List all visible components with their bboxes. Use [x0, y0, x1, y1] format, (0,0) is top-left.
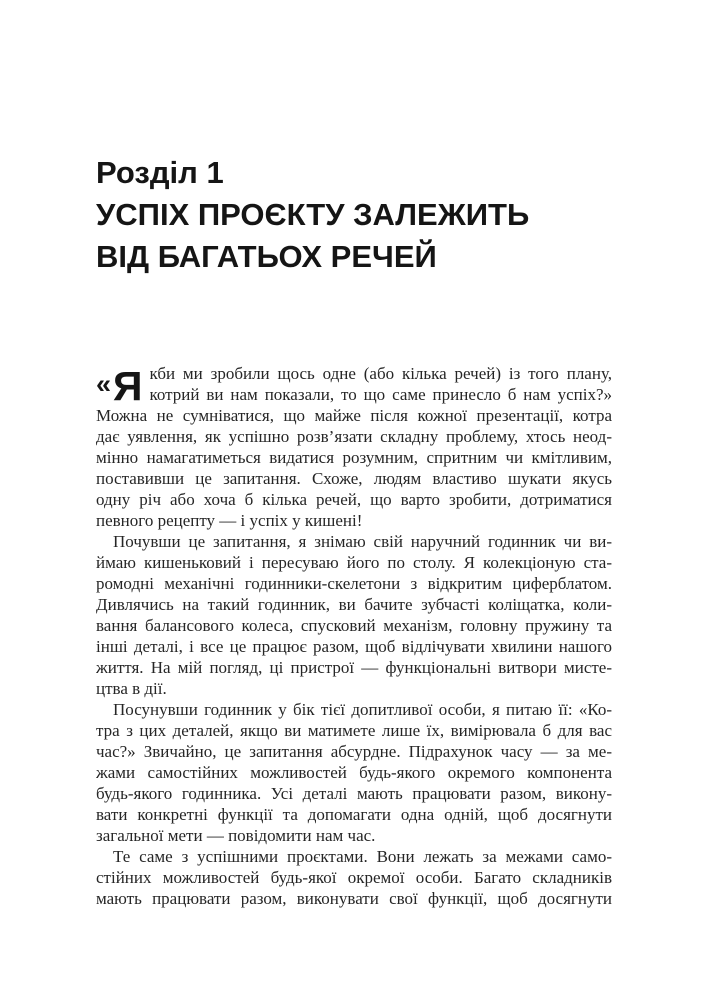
text-line: вати конкретні функції та допомагати одна одній, щоб досягнути	[96, 805, 612, 824]
text-line: будь-якого годинника. Усі деталі мають працювати разом, викону-	[96, 784, 612, 803]
text-line: жами самостійних можливостей будь-якого окремого компонента	[96, 763, 612, 782]
chapter-title-line-2: ВІД БАГАТЬОХ РЕЧЕЙ	[96, 239, 437, 274]
text-line: кби ми зробили щось одне (або кілька речей) із того плану,	[149, 364, 612, 383]
text-line: Дивлячись на такий годинник, ви бачите зубчасті коліщатка, коли-	[96, 595, 612, 614]
text-line: інші деталі, і все це працює разом, щоб відлічувати хвилини нашого	[96, 637, 612, 656]
text-line: тра з цих деталей, якщо ви матимете лише їх, вимірювала б для вас	[96, 721, 612, 740]
dropcap-letter: Я	[113, 363, 143, 409]
text-line: одну річ або хоча б кілька речей, що варто зробити, дотриматися	[96, 490, 612, 509]
text-line: певного рецепту — і успіх у кишені!	[96, 511, 363, 530]
text-line: стійних можливостей будь-якої окремої особи. Багато складників	[96, 868, 612, 887]
text-line: ромодні механічні годинники-скелетони з відкритим циферблатом.	[96, 574, 612, 593]
text-line: загальної мети — повідомити нам час.	[96, 826, 376, 845]
opening-quote-mark: «	[96, 369, 112, 399]
text-line: життя. На мій погляд, ці пристрої — функціональні витвори мисте-	[96, 658, 612, 677]
chapter-heading	[96, 152, 626, 278]
text-line: цтва в дії.	[96, 679, 167, 698]
text-line: дає уявлення, як успішно розв’язати складну проблему, хтось неод-	[96, 427, 612, 446]
text-line: котрий ви нам показали, то що саме принесло б нам успіх?»	[149, 385, 612, 404]
text-line: мінно намагатиметься видатися розумним, спритним чи кмітливим,	[96, 448, 612, 467]
text-line: мають працювати разом, виконувати свої функції, щоб досягнути	[96, 889, 612, 908]
body-text	[96, 363, 612, 909]
text-line: ймаю кишеньковий і пересуваю його по столу. Я колекціоную ста-	[96, 553, 612, 572]
text-line: час?» Звичайно, це запитання абсурдне. Підрахунок часу — за ме-	[96, 742, 612, 761]
text-line: вання балансового колеса, спусковий механізм, головну пружину та	[96, 616, 612, 635]
text-line: Те саме з успішними проєктами. Вони лежать за межами само-	[113, 847, 612, 866]
text-line: Посунувши годинник у бік тієї допитливої особи, я питаю її: «Ко-	[113, 700, 612, 719]
chapter-number: Розділ 1	[96, 155, 224, 190]
text-line: Можна не сумніватися, що майже після кожної презентації, котра	[96, 406, 612, 425]
text-line: Почувши це запитання, я знімаю свій наручний годинник чи ви-	[113, 532, 612, 551]
dropcap	[96, 363, 143, 409]
chapter-title-line-1: УСПІХ ПРОЄКТУ ЗАЛЕЖИТЬ	[96, 197, 530, 232]
text-line: поставивши це запитання. Схоже, людям властиво шукати якусь	[96, 469, 612, 488]
